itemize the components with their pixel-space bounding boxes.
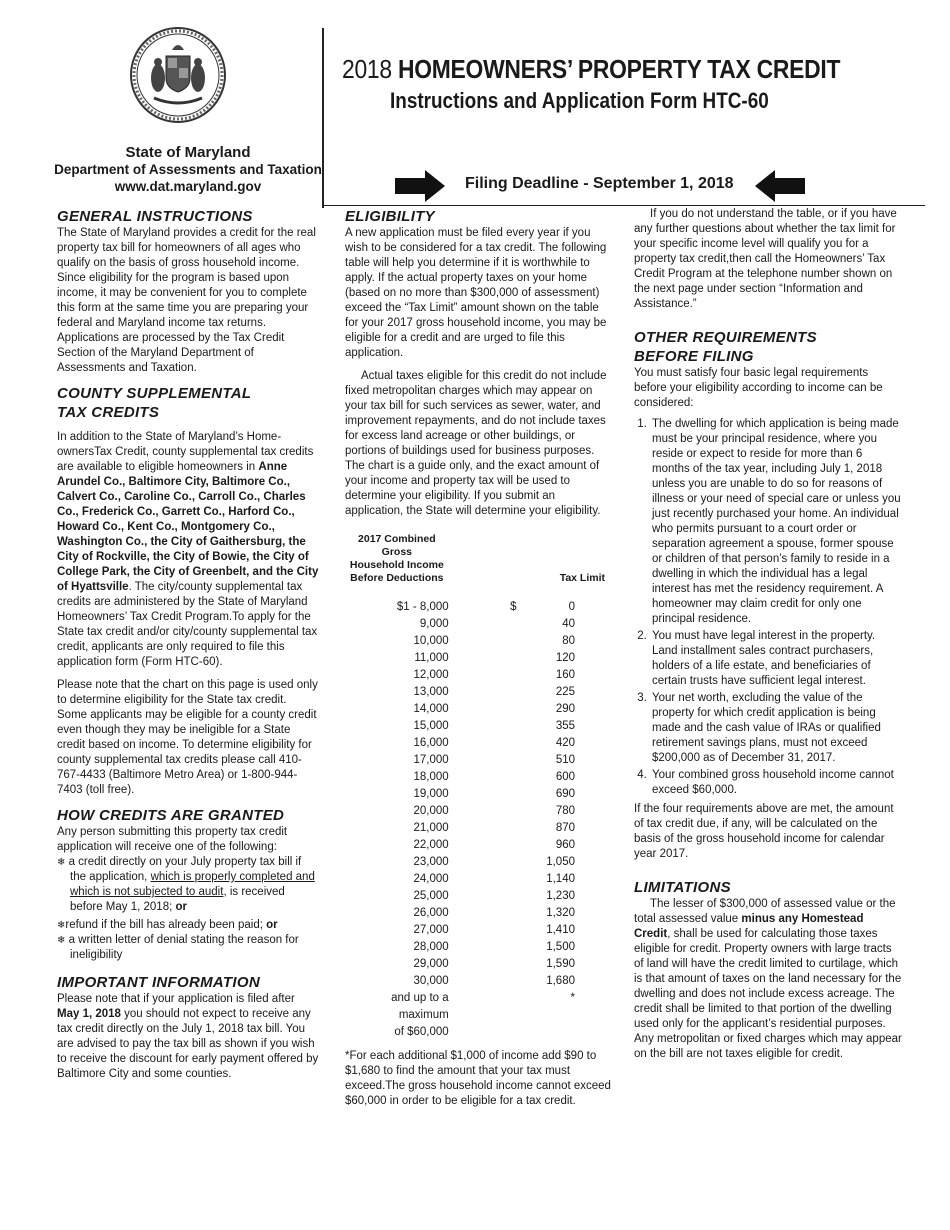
dollar-sign-cell <box>449 718 517 735</box>
granted-option-credit <box>57 855 319 915</box>
dollar-sign-cell <box>449 956 517 973</box>
important-information-text <box>57 992 319 1082</box>
table-row <box>345 701 605 718</box>
requirements-intro: You must satisfy four basic legal requirements before your eligibility according to income can be considered: <box>634 367 883 409</box>
county-intro: In addition to the State of Maryland’s Home-ownersTax Credit, county supplemental tax credits are available to eligible homeowners in <box>57 431 314 473</box>
option-refund-text: refund if the bill has already been paid; <box>65 919 267 931</box>
table-row <box>345 888 605 905</box>
income-header-line1: 2017 Combined Gross <box>358 533 436 558</box>
agency-website[interactable]: www.dat.maryland.gov <box>114 179 262 194</box>
table-row <box>345 735 605 752</box>
tax-limit-cell: 355 <box>555 720 575 732</box>
table-row <box>345 650 605 667</box>
questions-text: If you do not understand the table, or if you have any further questions about whether the tax limit for your specific income level will qualify you for a property tax credit,then call the Homeowners’ Tax Credit Program at the telephone number shown on the next page under section “Information and Assistance.” <box>634 208 897 310</box>
tax-limit-cell: 1,230 <box>546 890 575 902</box>
limitations-text <box>634 897 902 1062</box>
tax-limit-cell <box>517 1024 605 1041</box>
table-row <box>345 599 605 616</box>
filing-deadline: Filing Deadline - September 1, 2018 <box>465 175 734 192</box>
option-credit-text: a credit directly on your July property tax bill if the application, <box>68 856 302 883</box>
granted-option-refund <box>57 918 319 933</box>
dollar-sign-cell <box>449 973 517 990</box>
county-admin: . The city/county supplemental tax credits are administered by the State of Maryland Homeowners’ Tax Credit Program.To apply for the State tax credit and/or city/county supplemental tax credit, applicants are only required to file this application form (Form HTC-60). <box>57 581 318 668</box>
table-row <box>345 1024 605 1041</box>
tax-limit-cell: 1,320 <box>546 907 575 919</box>
general-instructions-heading: GENERAL INSTRUCTIONS <box>57 208 253 225</box>
dollar-sign-cell <box>449 735 517 752</box>
table-row <box>345 905 605 922</box>
dollar-sign-cell <box>449 650 517 667</box>
page-title <box>342 54 840 85</box>
income-cell: maximum <box>398 1009 449 1021</box>
tax-limit-cell: 690 <box>555 788 575 800</box>
tax-limit-cell: 510 <box>555 754 575 766</box>
dollar-sign-cell <box>449 616 517 633</box>
income-cell: of $60,000 <box>394 1026 449 1038</box>
table-row <box>345 973 605 990</box>
column-right <box>634 207 902 1070</box>
county-heading-line2: TAX CREDITS <box>57 404 160 421</box>
dollar-sign-cell <box>449 633 517 650</box>
tax-limit-rows <box>345 599 605 1041</box>
table-row <box>345 633 605 650</box>
title-text: HOMEOWNERS’ PROPERTY TAX CREDIT <box>397 54 841 84</box>
dollar-sign-cell <box>449 803 517 820</box>
income-cell: 14,000 <box>413 703 449 715</box>
dollar-sign-cell <box>449 922 517 939</box>
table-row <box>345 990 605 1007</box>
granted-intro: Any person submitting this property tax credit application will receive one of the following: <box>57 826 288 853</box>
income-cell: and up to a <box>391 992 449 1004</box>
tax-limit-cell: 290 <box>555 703 575 715</box>
eligibility-heading: ELIGIBILITY <box>345 208 435 225</box>
table-row <box>345 956 605 973</box>
snowflake-bullet-icon: ❄ <box>57 935 66 946</box>
arrow-right-icon <box>395 170 445 202</box>
option-credit-tail: , is received before May 1, 2018; <box>70 886 285 913</box>
agency-state: State of Maryland <box>125 144 251 161</box>
income-header-line3: Before Deductions <box>350 572 444 584</box>
income-cell: $1 - 8,000 <box>396 601 449 613</box>
how-credits-granted-heading: HOW CREDITS ARE GRANTED <box>57 807 285 824</box>
tax-limit-cell: 80 <box>562 635 575 647</box>
filing-deadline-banner <box>395 170 805 202</box>
income-cell: 19,000 <box>413 788 449 800</box>
dollar-sign-cell <box>449 684 517 701</box>
requirements-heading-line1: OTHER REQUIREMENTS <box>634 329 817 346</box>
tax-limit-cell: 780 <box>555 805 575 817</box>
income-cell: 30,000 <box>413 975 449 987</box>
arrow-left-icon <box>755 170 805 202</box>
tax-limit-cell: 0 <box>568 601 575 613</box>
requirement-item: 3. Your net worth, excluding the value of the property for which credit application is being made and the cash value of IRAs or qualified retirement savings plans, must not exceed $200,000 as of December 31, 2017. <box>650 691 902 766</box>
important-post: you should not expect to receive any tax credit directly on the July 1, 2018 tax bill. You are advised to pay the tax bill as shown if you wish to receive the discount for early payment offered by Baltimore City and some counties. <box>57 1008 319 1080</box>
table-row <box>345 786 605 803</box>
tax-limit-cell <box>517 1007 605 1024</box>
snowflake-bullet-icon: ❄ <box>57 857 66 868</box>
tax-limit-cell: 420 <box>555 737 575 749</box>
table-header-row <box>345 533 605 599</box>
column-middle <box>345 207 613 1117</box>
limitations-post: , shall be used for calculating those taxes eligible for credit. Property owners with large tracts of land will have the credit limited to curtilage, which is that amount of taxes on the land necessary for the dwelling and does not include excess acreage. The credit shall be limited to that portion of the dwelling used only for the applicant’s residential purposes. Any metropolitan or fixed charges which may appear on the bill are not taxes eligible for credit. <box>634 928 902 1060</box>
county-credits-text <box>57 430 319 670</box>
dollar-sign-cell <box>449 820 517 837</box>
requirement-item: 4. Your combined gross household income cannot exceed $60,000. <box>650 768 902 798</box>
agency-block <box>40 144 336 195</box>
limitations-heading: LIMITATIONS <box>634 879 731 896</box>
dollar-sign-cell <box>449 769 517 786</box>
header-vertical-divider <box>322 28 324 208</box>
tax-limit-cell: 1,140 <box>546 873 575 885</box>
option-credit-underlined: which is properly completed and which is not subjected to audit <box>70 871 315 898</box>
tax-limit-cell: 960 <box>555 839 575 851</box>
income-cell: 28,000 <box>413 941 449 953</box>
tax-limit-cell: 225 <box>555 686 575 698</box>
table-row <box>345 769 605 786</box>
dollar-sign-cell <box>449 990 517 1007</box>
other-requirements-heading <box>634 328 902 366</box>
column-left <box>57 207 319 1090</box>
table-row <box>345 667 605 684</box>
income-cell: 25,000 <box>413 890 449 902</box>
table-row <box>345 718 605 735</box>
dollar-sign-cell <box>449 871 517 888</box>
income-cell: 27,000 <box>413 924 449 936</box>
title-year: 2018 <box>342 54 392 84</box>
dollar-sign-cell <box>449 905 517 922</box>
option-or: or <box>266 919 278 931</box>
important-date: May 1, 2018 <box>57 1008 121 1020</box>
option-denial-text: a written letter of denial stating the reason for ineligibility <box>68 934 299 961</box>
tax-limit-cell: * <box>570 992 575 1004</box>
requirement-item: 1. The dwelling for which application is being made must be your principal residence, where you reside or expect to reside for more than 6 months of the tax year, including July 1, 2018 unless you are unable to do so for reasons of illness or your need of special care or unless you just recently purchased your home. An individual who permits pursuant to a court order or separation agreement a spouse, former spouse or children of that person’s family to reside in a dwelling in which the individual has a legal interest has met the residency requirement. A homeowner may claim credit for only one principal residence. <box>650 417 902 627</box>
income-cell: 21,000 <box>413 822 449 834</box>
table-footnote: *For each additional $1,000 of income add $90 to $1,680 to find the amount that your tax must exceed.The gross household income cannot exceed $60,000 in order to be eligible for a tax credit. <box>345 1050 611 1107</box>
income-cell: 15,000 <box>413 720 449 732</box>
income-cell: 22,000 <box>413 839 449 851</box>
limitations-pre: The lesser of $300,000 of assessed value or the total assessed value <box>634 898 896 925</box>
dollar-sign-cell <box>449 939 517 956</box>
income-cell: 11,000 <box>414 652 449 664</box>
tax-limit-column-header: Tax Limit <box>559 572 605 584</box>
income-column-header <box>345 533 449 599</box>
tax-limit-cell: 600 <box>555 771 575 783</box>
tax-limit-cell: 1,050 <box>546 856 575 868</box>
income-cell: 9,000 <box>419 618 449 630</box>
state-seal-logo <box>128 20 228 140</box>
table-row <box>345 1007 605 1024</box>
table-row <box>345 616 605 633</box>
snowflake-bullet-icon: ❄ <box>57 920 66 931</box>
eligibility-text: A new application must be filed every year if you wish to be considered for a tax credit. The following table will help you determine if it is worthwhile to apply. If the actual property taxes on your home (based on no more than $300,000 of assessment) exceed the “Tax Limit” amount shown on the table for your 2017 gross household income, you may be eligible for a credit and are urged to file this application. <box>345 227 607 359</box>
requirements-met-text: If the four requirements above are met, the amount of tax credit due, if any, will be calculated on the basis of the gross household income for calendar year 2017. <box>634 803 894 860</box>
county-heading-line1: COUNTY SUPPLEMENTAL <box>57 385 252 402</box>
county-chart-note: Please note that the chart on this page is used only to determine eligibility for the State tax credit. Some applicants may be eligible for a county credit even though they may be ineligible for a State credit based on income. To determine eligibility for county supplemental tax credits please call 410-767-4433 (Baltimore Metro Area) or 1-800-944-7403 (toll free). <box>57 679 318 796</box>
income-cell: 13,000 <box>413 686 449 698</box>
tax-limit-cell: 870 <box>555 822 575 834</box>
dollar-sign-cell <box>449 1024 517 1041</box>
table-row <box>345 820 605 837</box>
important-information-heading: IMPORTANT INFORMATION <box>57 974 260 991</box>
requirements-list <box>634 417 902 798</box>
dollar-sign-cell <box>449 701 517 718</box>
general-instructions-text: The State of Maryland provides a credit for the real property tax bill for homeowners of all ages who qualify on the basis of gross household income. Since eligibility for the program is based upon income, it may be convenient for you to complete this form at the same time you are preparing your federal and Maryland income tax returns. Applications are processed by the Tax Credit Section of the Maryland Department of Assessments and Taxation. <box>57 227 316 374</box>
agency-department: Department of Assessments and Taxation <box>54 162 322 177</box>
tax-limit-table <box>345 533 605 1041</box>
table-row <box>345 684 605 701</box>
table-row <box>345 752 605 769</box>
income-cell: 12,000 <box>413 669 449 681</box>
dollar-sign-cell <box>449 786 517 803</box>
income-cell: 23,000 <box>413 856 449 868</box>
tax-limit-cell: 1,410 <box>546 924 575 936</box>
eligibility-actual-taxes: Actual taxes eligible for this credit do not include fixed metropolitan charges which may appear on your tax bill for such services as sewer, water, and improvement repayments, and do not include taxes for excess land acreage or other buildings, or portions of buildings used for business purposes. The chart is a guide only, and the exact amount of your income and property tax will be used to determine your eligibility. If you submit an application, the State will determine your eligibility. <box>345 370 607 517</box>
page-subtitle: Instructions and Application Form HTC-60 <box>390 88 769 113</box>
table-row <box>345 922 605 939</box>
dollar-sign-cell <box>449 667 517 684</box>
dollar-sign-cell <box>449 888 517 905</box>
income-cell: 16,000 <box>413 737 449 749</box>
dollar-sign-cell <box>449 837 517 854</box>
dollar-sign-cell: $ <box>510 601 517 613</box>
header-horizontal-divider <box>322 205 925 206</box>
table-row <box>345 803 605 820</box>
income-cell: 24,000 <box>413 873 449 885</box>
dollar-sign-cell <box>449 752 517 769</box>
requirements-heading-line2: BEFORE FILING <box>634 348 754 365</box>
income-header-line2: Household Income <box>349 559 444 571</box>
county-credits-heading <box>57 384 319 422</box>
granted-option-denial <box>57 933 319 963</box>
dollar-sign-cell <box>449 1007 517 1024</box>
income-cell: 10,000 <box>413 635 449 647</box>
limitations-bold: minus any Homestead Credit <box>634 913 864 940</box>
option-or: or <box>175 901 187 913</box>
important-pre: Please note that if your application is filed after <box>57 993 295 1005</box>
tax-limit-cell: 1,590 <box>546 958 575 970</box>
tax-limit-cell: 1,680 <box>546 975 575 987</box>
county-list: Anne Arundel Co., Baltimore City, Baltimore Co., Calvert Co., Caroline Co., Carroll Co., Charles Co., Frederick Co., Garrett Co., Harford Co., Howard Co., Kent Co., Montgomery Co., Washington Co., the City of Gaithersburg, the City of Rockville, the City of Bowie, the City of College Park, the City of Greenbelt, and the City of Hyattsville <box>57 461 319 593</box>
requirement-item: 2. You must have legal interest in the property. Land installment sales contract purchasers, holders of a life estate, and beneficiaries of certain trusts have sufficient legal interest. <box>650 629 902 689</box>
income-cell: 18,000 <box>413 771 449 783</box>
table-row <box>345 854 605 871</box>
tax-limit-cell: 120 <box>555 652 575 664</box>
table-row <box>345 939 605 956</box>
table-row <box>345 837 605 854</box>
income-cell: 29,000 <box>413 958 449 970</box>
table-row <box>345 871 605 888</box>
tax-limit-cell: 40 <box>562 618 575 630</box>
income-cell: 26,000 <box>413 907 449 919</box>
income-cell: 20,000 <box>413 805 449 817</box>
income-cell: 17,000 <box>413 754 449 766</box>
dollar-sign-cell <box>449 854 517 871</box>
tax-limit-cell: 160 <box>555 669 575 681</box>
tax-limit-cell: 1,500 <box>546 941 575 953</box>
